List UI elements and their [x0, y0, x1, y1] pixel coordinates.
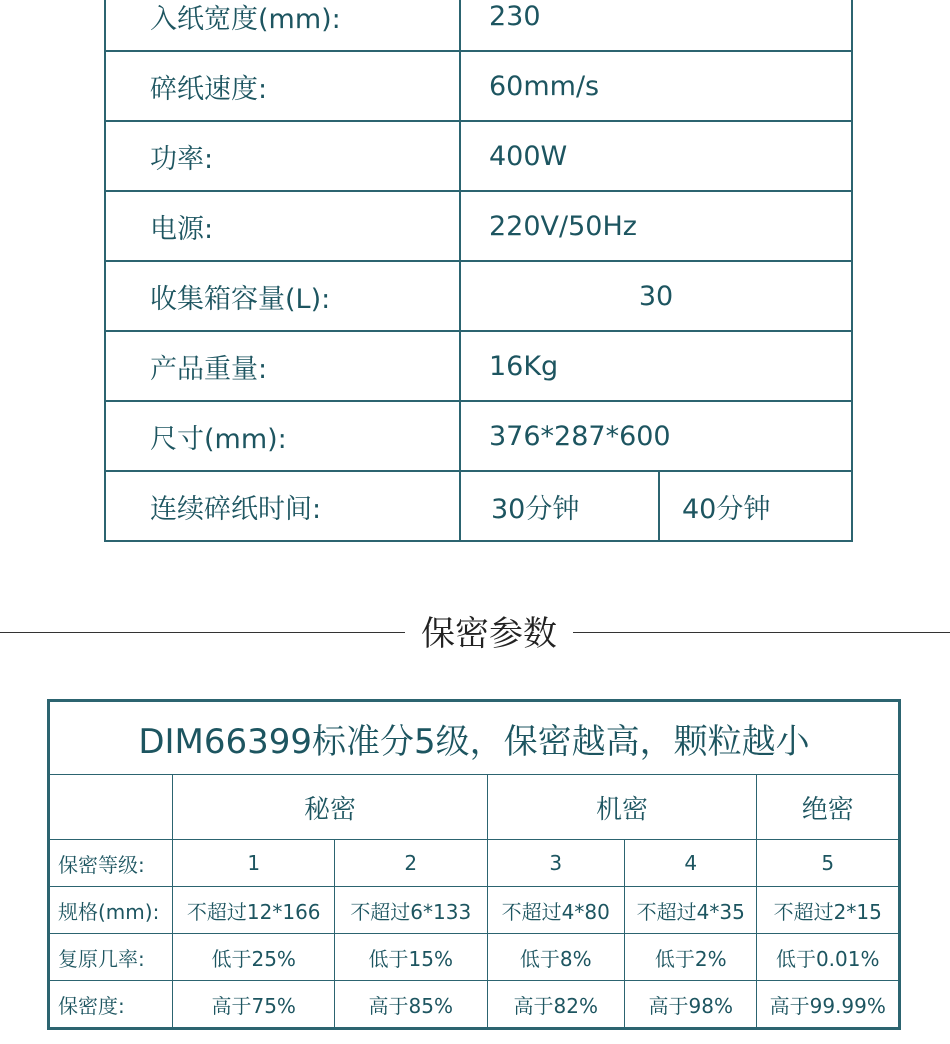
- divider-left: [0, 632, 405, 633]
- row-label: 保密等级:: [49, 840, 173, 887]
- spec-value: 60mm/s: [460, 51, 852, 121]
- empty-cell: [49, 775, 173, 840]
- category-top-secret: 绝密: [757, 775, 900, 840]
- table-cell: 不超过4*80: [487, 887, 624, 934]
- spec-row-continuous-time: [105, 471, 852, 541]
- table-cell: 不超过2*15: [757, 887, 900, 934]
- table-row: [49, 887, 900, 934]
- table-cell: 5: [757, 840, 900, 887]
- table-cell: 不超过6*133: [335, 887, 488, 934]
- section-title: 保密参数: [421, 614, 557, 654]
- table-cell: 低于2%: [625, 934, 757, 981]
- spec-row-paper-width: [105, 0, 852, 51]
- table-cell: 高于98%: [625, 981, 757, 1029]
- table-cell: 不超过12*166: [173, 887, 335, 934]
- security-header: DIM66399标准分5级，保密越高，颗粒越小: [49, 701, 900, 775]
- spec-value: 376*287*600: [460, 401, 852, 471]
- table-cell: 低于8%: [487, 934, 624, 981]
- table-cell: 高于75%: [173, 981, 335, 1029]
- spec-table: [104, 0, 853, 542]
- spec-row-power: [105, 121, 852, 191]
- table-cell: 2: [335, 840, 488, 887]
- security-category-row: [49, 775, 900, 840]
- table-cell: 不超过4*35: [625, 887, 757, 934]
- table-cell: 低于0.01%: [757, 934, 900, 981]
- spec-label: 尺寸(mm):: [105, 401, 460, 471]
- spec-value: 30: [460, 261, 852, 331]
- table-row: [49, 934, 900, 981]
- row-label: 复原几率:: [49, 934, 173, 981]
- spec-row-weight: [105, 331, 852, 401]
- table-cell: 3: [487, 840, 624, 887]
- spec-label: 连续碎纸时间:: [105, 471, 460, 541]
- category-secret: 秘密: [173, 775, 487, 840]
- table-cell: 1: [173, 840, 335, 887]
- table-row: [49, 981, 900, 1029]
- spec-row-bin-capacity: [105, 261, 852, 331]
- spec-value: 400W: [460, 121, 852, 191]
- table-cell: 高于99.99%: [757, 981, 900, 1029]
- row-label: 规格(mm):: [49, 887, 173, 934]
- spec-label: 收集箱容量(L):: [105, 261, 460, 331]
- category-confidential: 机密: [487, 775, 757, 840]
- spec-value: 16Kg: [460, 331, 852, 401]
- spec-value-a: 30分钟: [460, 471, 659, 541]
- security-header-row: [49, 701, 900, 775]
- spec-label: 电源:: [105, 191, 460, 261]
- security-table: [47, 699, 901, 1030]
- table-cell: 低于15%: [335, 934, 488, 981]
- spec-value: 230: [460, 0, 852, 51]
- table-cell: 高于85%: [335, 981, 488, 1029]
- spec-label: 功率:: [105, 121, 460, 191]
- table-row: [49, 840, 900, 887]
- spec-label: 碎纸速度:: [105, 51, 460, 121]
- spec-value: 220V/50Hz: [460, 191, 852, 261]
- spec-row-supply: [105, 191, 852, 261]
- spec-label: 产品重量:: [105, 331, 460, 401]
- divider-right: [573, 632, 950, 633]
- table-cell: 4: [625, 840, 757, 887]
- table-cell: 高于82%: [487, 981, 624, 1029]
- spec-row-dimensions: [105, 401, 852, 471]
- spec-row-speed: [105, 51, 852, 121]
- spec-label: 入纸宽度(mm):: [105, 0, 460, 51]
- row-label: 保密度:: [49, 981, 173, 1029]
- spec-value-b: 40分钟: [659, 471, 852, 541]
- table-cell: 低于25%: [173, 934, 335, 981]
